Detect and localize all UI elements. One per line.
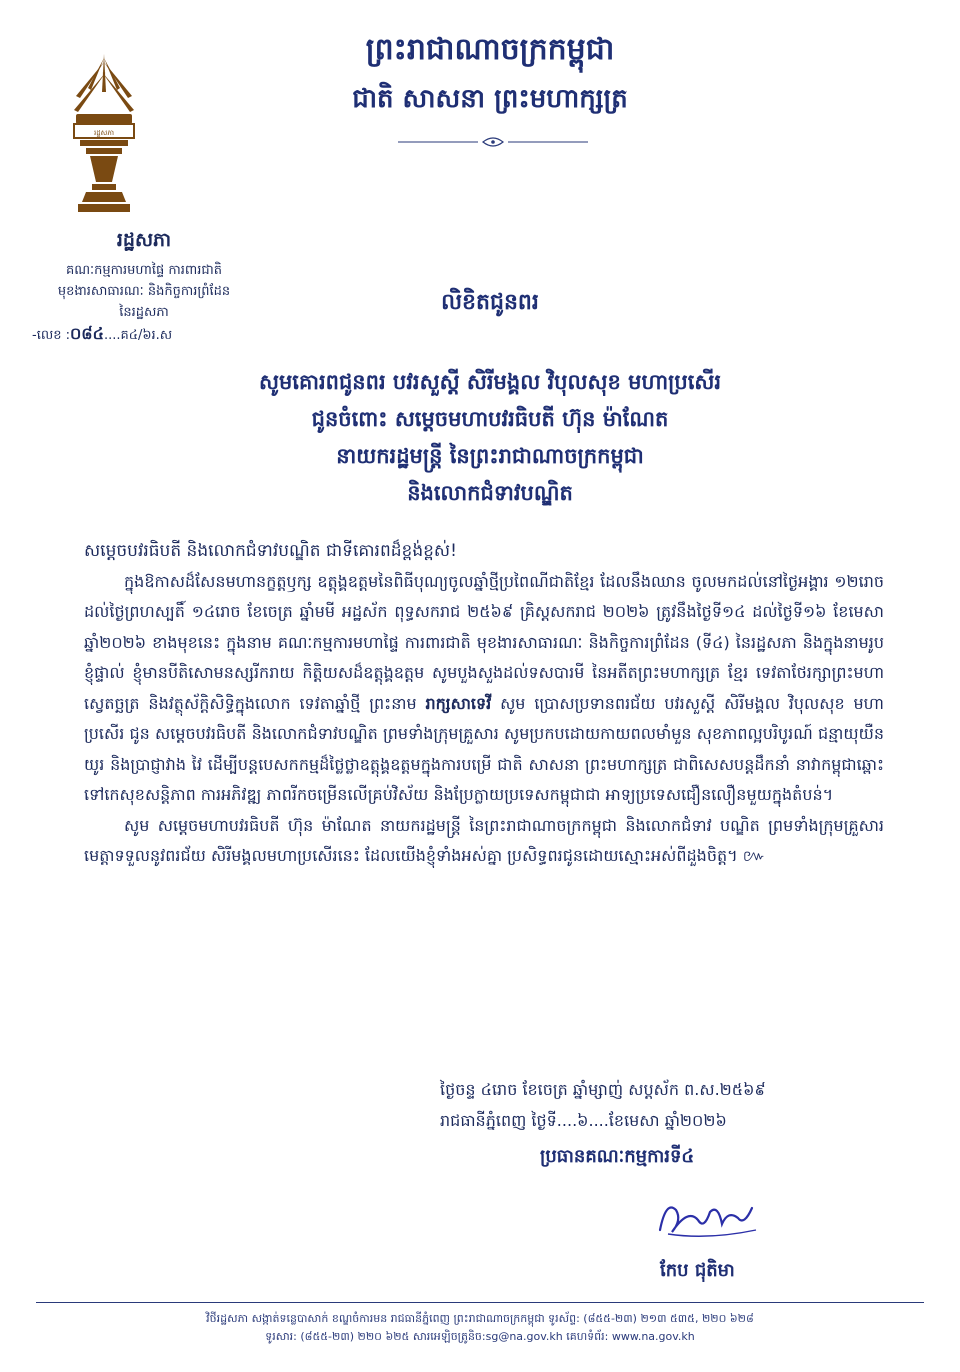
motto-nation-religion-king: ជាតិ សាសនា ព្រះមហាក្សត្រ (352, 84, 628, 114)
address-line-3: នាយករដ្ឋមន្ត្រី នៃព្រះរាជាណាចក្រកម្ពុជា (336, 444, 644, 468)
sender-title: ប្រធានគណៈកម្មការទី៤ (540, 1146, 695, 1167)
ornament-divider (398, 136, 588, 148)
paragraph-1 (84, 567, 884, 811)
ref-suffix: ....គ៤/៦រ.ស (103, 328, 173, 343)
paragraph-1-part-2: សូម ប្រោសប្រទានពរជ័យ បវរសួស្តី សិរីមង្គល វិបុលសុខ មហាប្រសើរ ជូន សម្តេចបវរធិបតី និងលោកជំទាវបណ្ឌិត ព្រមទាំងក្រុមគ្រួសារ សូមប្រកបដោយកាយពលមាំមួន សុខភាពល្អបរិបូរណ៍ ជន្មាយុយឺនយូរ និងប្រាជ្ញាវាង វៃ ដើម្បីបន្តបេសកកម្មដ៏ថ្លៃថ្លាឧត្តុង្គឧត្តមក្នុងការបម្រើ ជាតិ សាសនា ព្រះមហាក្សត្រ ជាពិសេសបន្តដឹកនាំ នាវាកម្ពុជាឆ្ពោះទៅកេសុខសន្តិភាព ការអភិវឌ្ឍ ភាពរីកចម្រើនលើគ្រប់វិស័យ និងប្រែក្លាយប្រទេសកម្ពុជាជា អាទ្យប្រទេសជឿនលឿនមួយក្នុងតំបន់។ (84, 693, 884, 804)
signature (648, 1190, 768, 1250)
emblem-label: រដ្ឋសភា (94, 129, 114, 137)
footer-address: វិថីរដ្ឋសភា សង្កាត់ទន្លេបាសាក់ ខណ្ឌចំការមន រាជធានីភ្នំពេញ ព្រះរាជាណាចក្រកម្ពុជា ទូរស័ព្ទ: (៨៥៥-២៣) ២១៣ ៥៣៥, ២២០ ៦២៨ (206, 1312, 754, 1325)
committee-line-1: គណៈកម្មការមហាផ្ទៃ ការពារជាតិ (66, 263, 222, 278)
solar-date-prefix: រាជធានីភ្នំពេញ ថ្ងៃទី.... (440, 1111, 578, 1130)
letter-body (84, 536, 884, 872)
footer (36, 1310, 924, 1346)
new-year-angel-name: រាក្សសាទេវី (425, 693, 492, 713)
footer-contact: ទូរសារ: (៨៥៥-២៣) ២២០ ៦២៥ សារអេឡិចត្រូនិច:sg@na.gov.kh គេហទំព័រ: www.na.gov.kh (265, 1330, 695, 1343)
motto-kingdom: ព្រះរាជាណាចក្រកម្ពុជា (365, 32, 615, 67)
solar-date-day: ៦ (577, 1111, 589, 1130)
address-line-2: ជូនចំពោះ សម្តេចមហាបវរធិបតី ហ៊ុន ម៉ាណែត (311, 407, 669, 431)
paragraph-2 (84, 811, 884, 872)
sender-organization-block (24, 228, 264, 347)
national-assembly-emblem-icon (72, 52, 136, 220)
ref-prefix: -លេខ : (32, 328, 70, 343)
address-line-4: និងលោកជំទាវបណ្ឌិត (407, 481, 573, 505)
reference-number (24, 323, 264, 347)
date-block (440, 1074, 900, 1136)
committee-line-2: មុខងារសាធារណៈ និងកិច្ចការព្រំដែន (57, 284, 231, 299)
committee-line-3: នៃរដ្ឋសភា (119, 305, 169, 320)
document-title: លិខិតជូនពរ (441, 290, 539, 315)
org-name: រដ្ឋសភា (116, 229, 172, 251)
end-mark: ៚ (742, 846, 766, 865)
address-block (100, 364, 880, 512)
solar-date (440, 1105, 900, 1136)
ref-number: ០៨៤ (69, 324, 104, 343)
lunar-date: ថ្ងៃចន្ទ ៤រោច ខែចេត្រ ឆ្នាំម្សាញ់ សប្តស័ក ព.ស.២៥៦៩ (440, 1080, 766, 1099)
paragraph-2-text: សូម សម្តេចមហាបវរធិបតី ហ៊ុន ម៉ាណែត នាយករដ្ឋមន្ត្រី នៃព្រះរាជាណាចក្រកម្ពុជា និងលោកជំទាវ បណ្ឌិត ព្រមទាំងក្រុមគ្រួសារ មេត្តាទទួលនូវពរជ័យ សិរីមង្គលមហាប្រសើរនេះ ដែលយើងខ្ញុំទាំងអស់គ្នា ប្រសិទ្ធពរជូនដោយស្មោះអស់ពីដួងចិត្ត។ (84, 815, 884, 865)
greeting: សម្តេចបវរធិបតី និងលោកជំទាវបណ្ឌិត ជាទីគោរពដ៏ខ្ពង់ខ្ពស់! (84, 541, 457, 561)
sender-name: កែប ជុតិមា (660, 1260, 735, 1281)
paragraph-1-part-1: ក្នុងឱកាសដ៏សែនមហានក្ខត្តឫក្ស ឧត្តុង្គឧត្តមនៃពិធីបុណ្យចូលឆ្នាំថ្មីប្រពៃណីជាតិខ្មែរ ដែលនឹងឈាន ចូលមកដល់នៅថ្ងៃអង្គារ ១២រោច ដល់ថ្ងៃព្រហស្បតិ៍ ១៤រោច ខែចេត្រ ឆ្នាំមមី អដ្ឋស័ក ពុទ្ធសករាជ ២៥៦៩ គ្រិស្តសករាជ ២០២៦ ត្រូវនឹងថ្ងៃទី១៤ ដល់ថ្ងៃទី១៦ ខែមេសា ឆ្នាំ២០២៦ ខាងមុខនេះ ក្នុងនាម គណៈកម្មការមហាផ្ទៃ ការពារជាតិ មុខងារសាធារណៈ និងកិច្ចការព្រំដែន (ទី៤) នៃរដ្ឋសភា និងក្នុងនាមរូប ខ្ញុំផ្ទាល់ ខ្ញុំមានបីតិសោមនស្សរីករាយ កិត្តិយសដ៏ឧត្តុង្គឧត្តម សូមបួងសួងដល់ទសបារមី នៃអតីតព្រះមហាក្សត្រ ខ្មែរ ទេវតាថែរក្សាព្រះមហាស្វេតច្ឆត្រ និងវត្ថុស័ក្តិសិទ្ធិក្នុងលោក ទេវតាឆ្នាំថ្មី ព្រះនាម (84, 571, 884, 713)
address-line-1: សូមគោរពជូនពរ បវរសួស្តី សិរីមង្គល វិបុលសុខ មហាប្រសើរ (258, 370, 722, 394)
solar-date-suffix: ....ខែមេសា ឆ្នាំ២០២៦ (588, 1111, 727, 1130)
footer-divider (36, 1302, 924, 1303)
